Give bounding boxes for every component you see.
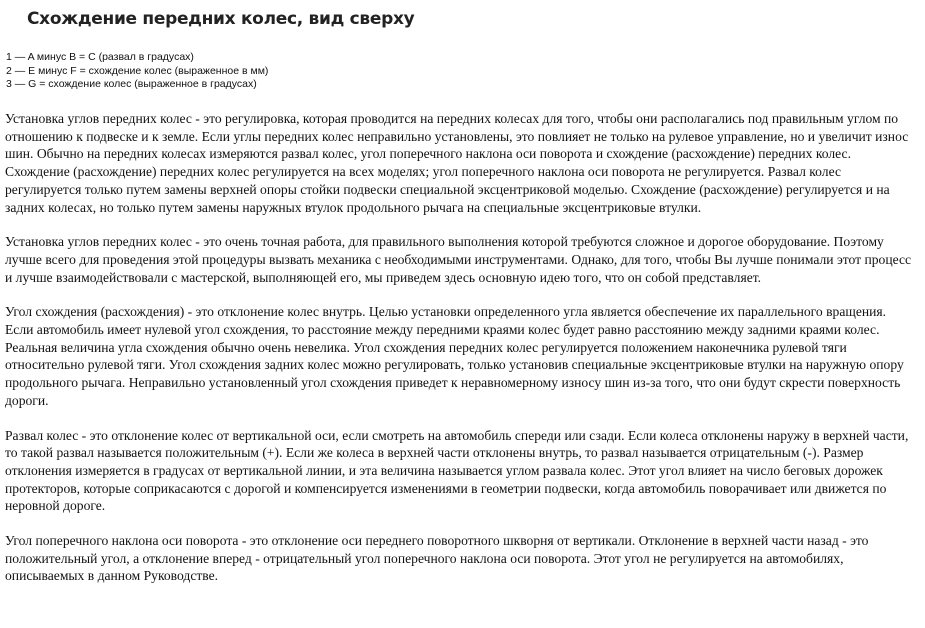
paragraph-toe-angle: Угол схождения (расхождения) - это отклонение колес внутрь. Целью установки определенного угла является обеспечение их параллельного вращения. Если автомобиль имеет нулевой угол схождения, то расстояние между передними краями колес будет равно расстоянию между задними краями колес. Реальная величина угла схождения обычно очень невелика. Угол схождения передних колес регулируется положением наконечника рулевой тяги относительно рулевой тяги. Угол схождения задних колес можно регулировать, только установив специальные эксцентриковые втулки на наружную опору продольного рычага. Неправильно установленный угол схождения приведет к неравномерному износу шин из-за того, что они будут скрести поверхность дороги. [5,304,904,408]
legend-item: 1 — A минус B = C (развал в градусах) [6,51,194,63]
figure-legend [6,51,268,92]
figure-caption: Схождение передних колес, вид сверху [27,9,415,29]
paragraph-caster: Угол поперечного наклона оси поворота - это отклонение оси переднего поворотного шкворня от вертикали. Отклонение в верхней части назад - это положительный угол, а отклонение вперед - отрицательный угол поперечного наклона оси поворота. Этот угол не регулируется на автомобилях, описываемых в данном Руководстве. [5,533,869,584]
legend-item: 3 — G = схождение колес (выраженное в градусах) [6,78,257,90]
legend-item: 2 — E минус F = схождение колес (выраженное в мм) [6,64,269,77]
paragraph-camber: Развал колес - это отклонение колес от вертикальной оси, если смотреть на автомобиль спереди или сзади. Если колеса отклонены наружу в верхней части, то такой развал называется положительным (+). Если же колеса в верхней части отклонены внутрь, то развал называется отрицательным (-). Размер отклонения измеряется в градусах от вертикальной линии, и эта величина называется углом развала колес. Этот угол влияет на число беговых дорожек протекторов, которые соприкасаются с дорогой и компенсируется изменениями в геометрии подвески, когда автомобиль поворачивает или движется по неровной дороге. [5,427,909,514]
paragraph-alignment-precision: Установка углов передних колес - это очень точная работа, для правильного выполнения которой требуются сложное и дорогое оборудование. Поэтому лучше всего для проведения этой процедуры вызвать механика с необходимыми инструментами. Однако, для того, чтобы Вы лучше понимали этот процесс и лучше взаимодействовали с мастерской, выполняющей его, мы приведем здесь основную идею того, что он собой представляет. [5,234,912,285]
paragraph-wheel-alignment-intro: Установка углов передних колес - это регулировка, которая проводится на передних колесах для того, чтобы они располагались под правильным углом по отношению к подвеске и к земле. Если углы передних колес неправильно установлены, это повлияет не только на рулевое управление, но и увеличит износ шин. Обычно на передних колесах измеряются развал колес, угол поперечного наклона оси поворота и схождение (расхождение) передних колес. Схождение (расхождение) передних колес регулируется на всех моделях; угол поперечного наклона оси поворота не регулируется. Развал колес регулируется только путем замены верхней опоры стойки подвески специальной эксцентриковой моделью. Схождение (расхождение) регулируется и на задних колесах, но только путем замены наружных втулок продольного рычага на специальные эксцентриковые втулки. [5,111,909,215]
article-body [5,110,917,602]
